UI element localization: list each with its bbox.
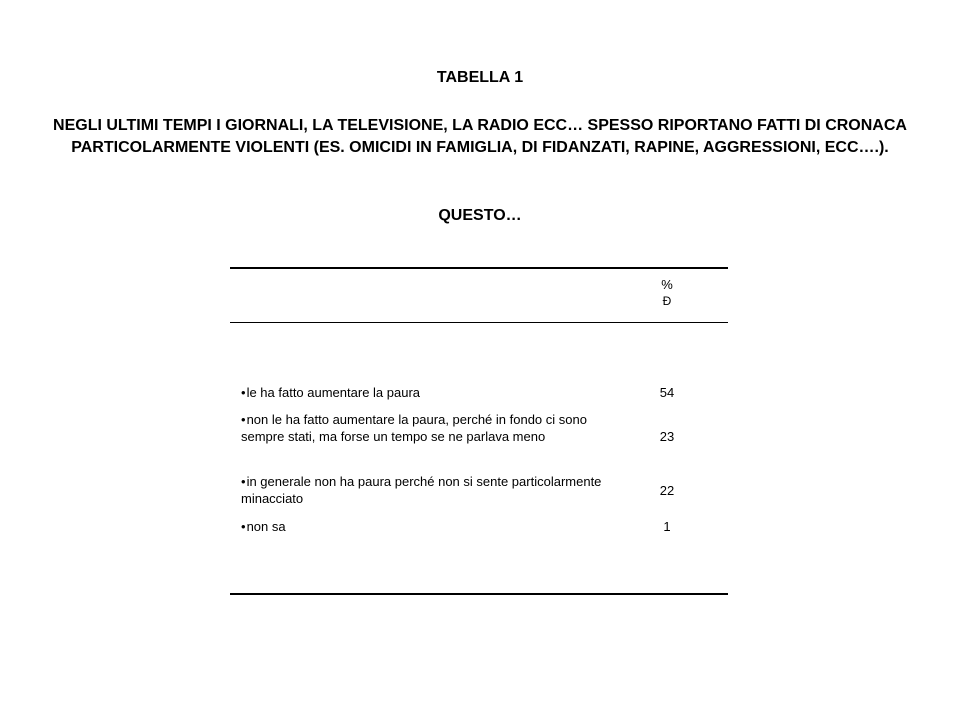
table-bottom-rule — [230, 593, 728, 595]
table-row-label — [241, 518, 613, 535]
bullet-icon: • — [241, 385, 246, 400]
table-row-value: 54 — [659, 385, 675, 400]
table-row-label — [241, 473, 613, 507]
table-row-value: 1 — [663, 519, 671, 534]
table-title: TABELLA 1 — [436, 69, 524, 86]
column-marker-icon: Ð — [662, 294, 672, 308]
bullet-icon: • — [241, 474, 246, 489]
bullet-icon: • — [241, 519, 246, 534]
table-row-label — [241, 384, 613, 401]
survey-question: NEGLI ULTIMI TEMPI I GIORNALI, LA TELEVISIONE, LA RADIO ECC… SPESSO RIPORTANO FATTI DI CRONACA PARTICOLARMENTE VIOLENTI (ES. OMICIDI IN FAMIGLIA, DI FIDANZATI, RAPINE, AGGRESSIONI, ECC….). — [53, 117, 907, 156]
row-label-text: le ha fatto aumentare la paura — [246, 385, 421, 400]
row-label-text: non le ha fatto aumentare la paura, perché in fondo ci sono sempre stati, ma forse un tempo se ne parlava meno — [241, 412, 587, 444]
table-row-value: 23 — [659, 429, 675, 444]
header-divider — [230, 322, 728, 323]
row-label-text: in generale non ha paura perché non si sente particolarmente minacciato — [241, 474, 602, 506]
bullet-icon: • — [241, 412, 246, 427]
question-subheading: QUESTO… — [438, 207, 522, 224]
row-label-text: non sa — [246, 519, 286, 534]
table-top-rule — [230, 267, 728, 269]
percent-column-header: % — [661, 277, 673, 292]
table-row-value: 22 — [659, 483, 675, 498]
table-row-label — [241, 411, 613, 445]
